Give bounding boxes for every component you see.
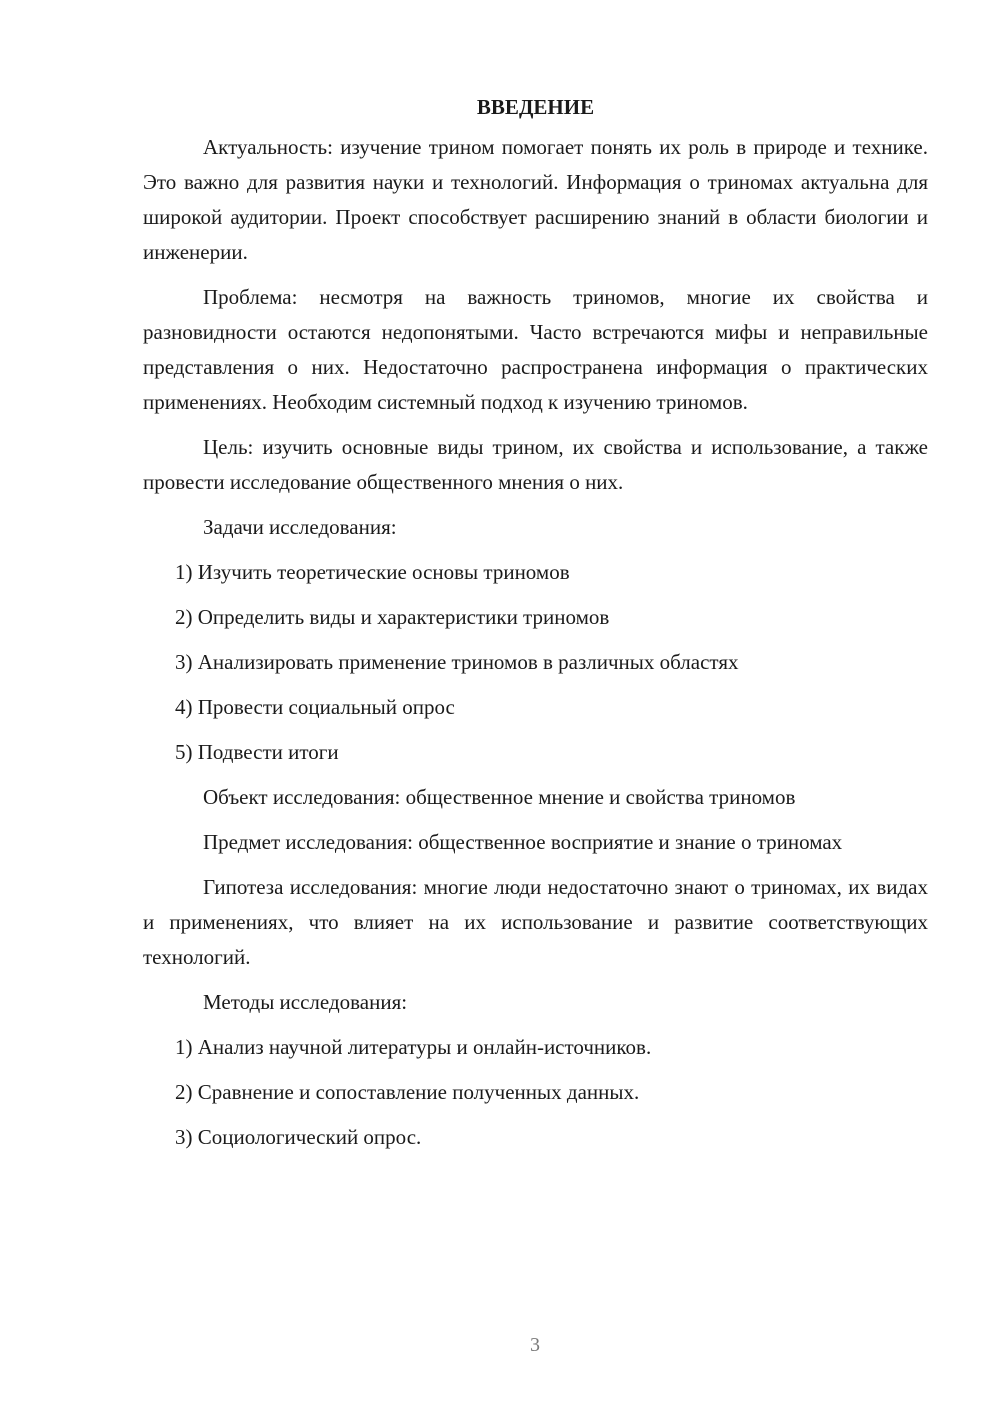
- problem-paragraph: Проблема: несмотря на важность триномов, многие их свойства и разновидности остаются недопонятыми. Часто встречаются мифы и неправильные представления о них. Недостаточно распространена информация о практических применениях. Необходим системный подход к изучению триномов.: [143, 285, 928, 414]
- goal-paragraph: Цель: изучить основные виды трином, их свойства и использование, а также провести исследование общественного мнения о них.: [143, 435, 928, 494]
- list-item: 3) Анализировать применение триномов в различных областях: [175, 650, 739, 674]
- object-paragraph: Объект исследования: общественное мнение и свойства триномов: [203, 785, 796, 809]
- relevance-paragraph: Актуальность: изучение трином помогает понять их роль в природе и технике. Это важно для развития науки и технологий. Информация о триномах актуальна для широкой аудитории. Проект способствует расширению знаний в области биологии и инженерии.: [143, 135, 928, 264]
- tasks-list: [143, 555, 928, 770]
- subject-paragraph: Предмет исследования: общественное восприятие и знание о триномах: [203, 830, 843, 854]
- list-item: 5) Подвести итоги: [175, 740, 339, 764]
- list-item: 1) Анализ научной литературы и онлайн-источников.: [175, 1035, 652, 1059]
- methods-heading: Методы исследования:: [203, 990, 408, 1014]
- list-item: 1) Изучить теоретические основы триномов: [175, 560, 570, 584]
- list-item: 4) Провести социальный опрос: [175, 695, 455, 719]
- section-title: ВВЕДЕНИЕ: [476, 95, 595, 119]
- page-number: 3: [530, 1334, 540, 1356]
- document-page: [143, 92, 928, 1165]
- hypothesis-paragraph: Гипотеза исследования: многие люди недостаточно знают о триномах, их видах и применениях, что влияет на их использование и развитие соответствующих технологий.: [143, 875, 928, 969]
- tasks-heading: Задачи исследования:: [203, 515, 397, 539]
- methods-list: [143, 1030, 928, 1155]
- list-item: 2) Сравнение и сопоставление полученных данных.: [175, 1080, 640, 1104]
- list-item: 3) Социологический опрос.: [175, 1125, 422, 1149]
- list-item: 2) Определить виды и характеристики триномов: [175, 605, 610, 629]
